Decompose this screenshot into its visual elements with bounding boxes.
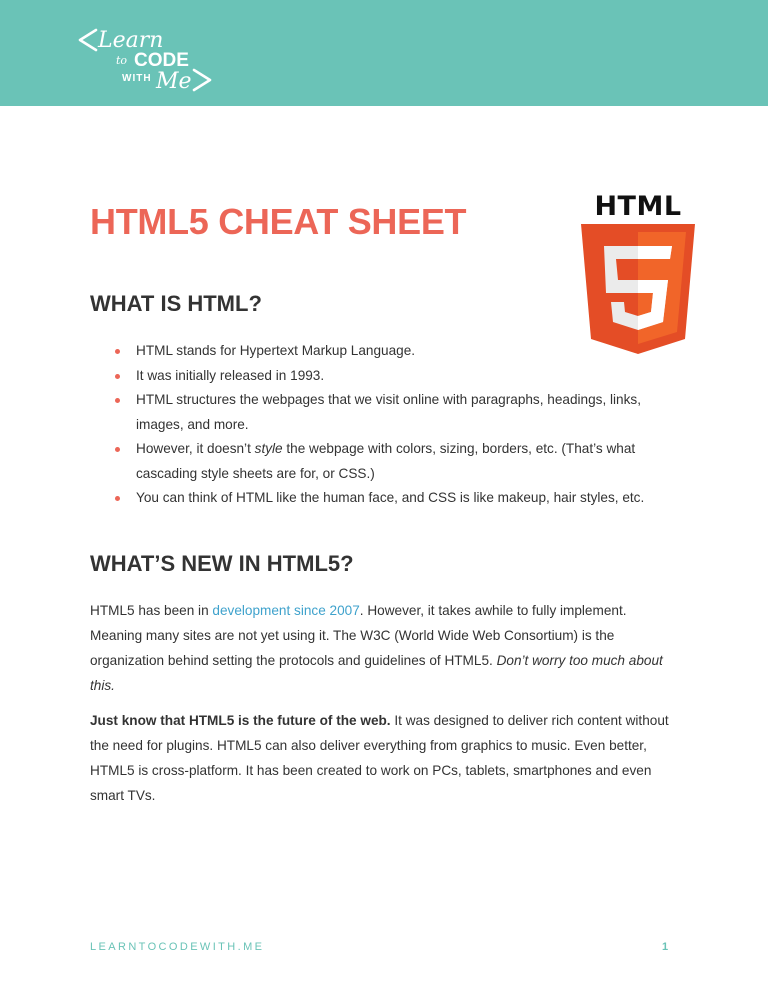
list-item-text: It was initially released in 1993. [136,367,325,383]
paragraph-html5-future [90,708,680,808]
list-item-text-after: the webpage with colors, sizing, borders, etc. (That’s what cascading style sheets are for, or CSS.) [136,441,636,481]
paragraph-html5-history [90,598,680,698]
logo-text-to: to [116,54,128,67]
section-heading-whats-new: WHAT’S NEW IN HTML5? [90,551,354,576]
logo-text-me: Me [156,69,192,94]
page-title: HTML5 CHEAT SHEET [90,201,467,242]
list-item-emphasis: style [254,441,283,456]
html5-badge-label: HTML [594,191,682,222]
list-item [91,339,691,364]
page-header [0,0,768,106]
logo-text-learn: Learn [98,28,164,53]
logo-text-code: CODE [134,50,189,71]
paragraph-text: HTML5 has been in [90,603,213,618]
learn-to-code-with-me-logo[interactable] [76,14,216,94]
paragraph-bold-lead: Just know that HTML5 is the future of the web. [90,713,391,728]
footer-website[interactable]: LEARNTOCODEWITH.ME [90,941,265,953]
html5-shield-icon [578,188,698,358]
paragraph-text: . However, it takes awhile to fully implement. Meaning many sites are not yet using it. The W3C (World Wide Web Consortium) is the organization behind setting the protocols and guidelines of HTML5. [90,603,627,668]
paragraph-emphasis: Don’t worry too much about this. [90,653,663,693]
paragraph-text: It was designed to deliver rich content without the need for plugins. HTML5 can also deliver everything from graphics to music. Even better, HTML5 is cross-platform. It has been created to work on PCs, tablets, smartphones and even smart TVs. [90,713,669,803]
list-item [91,364,691,389]
section-heading-what-is-html: WHAT IS HTML? [90,291,262,316]
list-item-text-before: However, it doesn’t [136,441,255,456]
list-item [91,388,691,437]
bullet-list [91,339,691,511]
list-item [91,437,691,486]
logo-text-with: WITH [122,73,152,84]
page-number: 1 [662,941,669,953]
list-item-text: You can think of HTML like the human face, and CSS is like makeup, hair styles, etc. [136,490,645,505]
development-link[interactable]: development since 2007 [212,603,360,618]
list-item [91,486,691,511]
list-item-text: HTML stands for Hypertext Markup Language. [136,343,416,358]
list-item-text: HTML structures the webpages that we visit online with paragraphs, headings, links, images, and more. [136,392,641,432]
